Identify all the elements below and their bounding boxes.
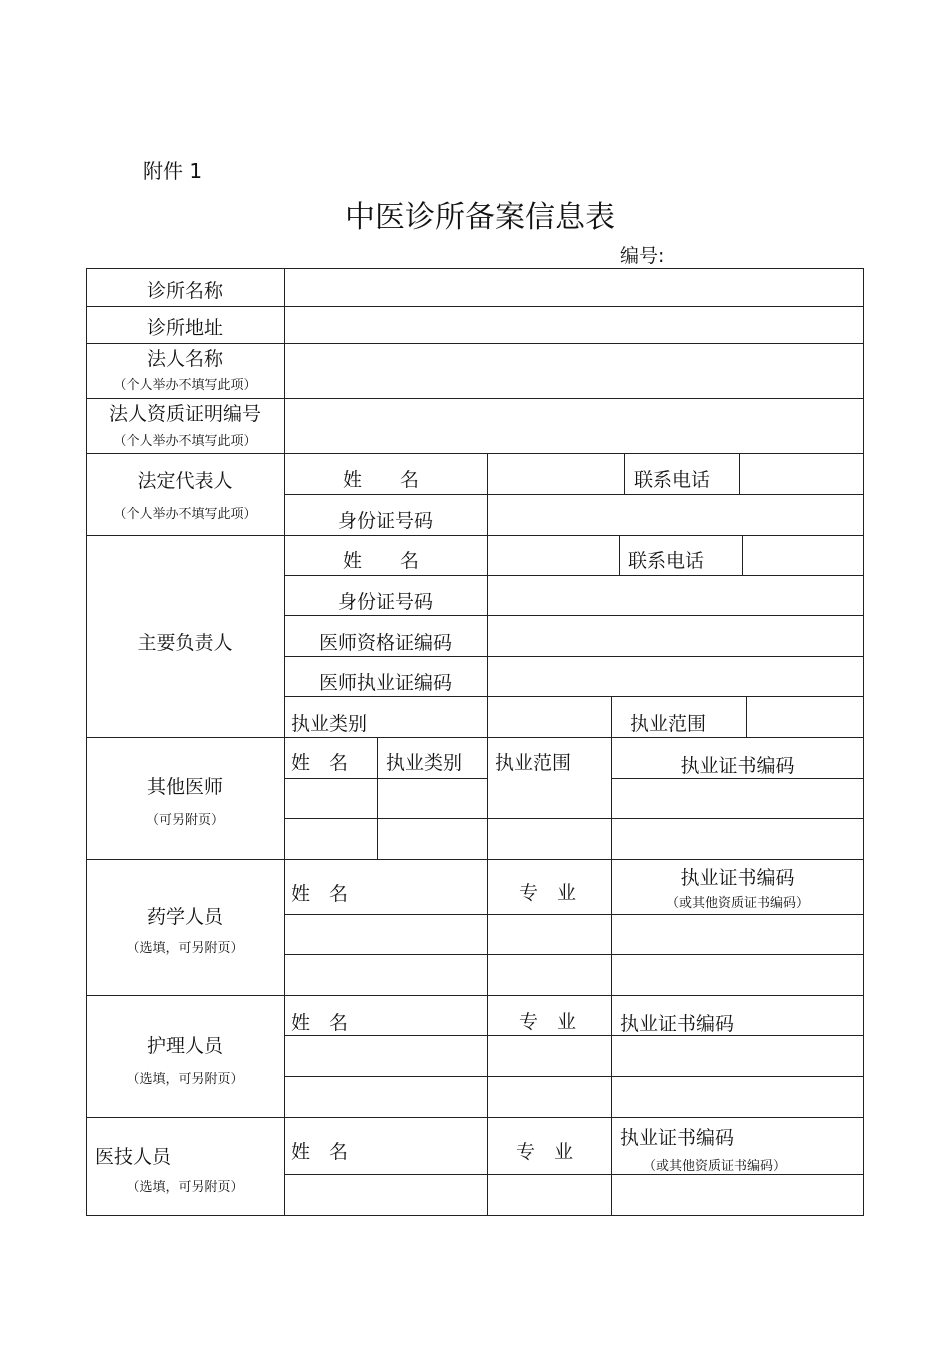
row-line [86,535,864,536]
row-line [86,737,864,738]
row-line [284,1035,864,1036]
legal-qualification-label: 法人资质证明编号 [108,403,261,425]
main-name-label: 姓 名 [343,550,420,572]
serial-number-label: 编号: [620,245,665,267]
row-line [284,778,487,779]
col-line [487,453,488,737]
od-cert-header: 执业证书编码 [680,755,795,777]
nu-cert-header: 执业证书编码 [620,1013,735,1035]
medtech-note: （选填，可另附页） [126,1180,244,1195]
row-line [284,818,864,819]
main-practice-cert-label: 医师执业证编码 [318,672,452,694]
col-line [377,737,378,859]
legal-person-name-note: （个人举办不填写此项） [113,378,257,393]
nu-name-header: 姓 名 [291,1012,349,1034]
col-line [742,535,743,575]
col-line [624,453,625,494]
ph-cert-note: （或其他资质证书编码） [665,896,809,911]
ph-name-header: 姓 名 [291,883,349,905]
page-title: 中医诊所备案信息表 [345,200,615,235]
col-line [611,737,612,1216]
other-doctors-label: 其他医师 [146,776,223,798]
col-line [487,737,488,1216]
pharmacy-note: （选填，可另附页） [126,941,244,956]
main-scope-label: 执业范围 [630,713,707,735]
main-person-label: 主要负责人 [137,632,233,654]
other-doctors-note: （可另附页） [145,813,224,828]
rep-id-label: 身份证号码 [337,510,433,532]
col-line [611,696,612,737]
col-line [619,535,620,575]
main-qual-cert-label: 医师资格证编码 [318,632,452,654]
legal-rep-label: 法定代表人 [137,470,233,492]
nursing-label: 护理人员 [146,1035,223,1057]
row-line [284,494,864,495]
rep-name-label: 姓 名 [343,469,420,491]
mt-cert-header: 执业证书编码 [620,1127,735,1149]
row-line [284,954,864,955]
col-line [746,696,747,737]
row-line [611,778,864,779]
table-border-top [86,268,864,269]
row-line [284,656,864,657]
row-line [284,575,864,576]
legal-person-name-label: 法人名称 [146,348,223,370]
mt-major-header: 专 业 [516,1141,574,1163]
clinic-address-label: 诊所地址 [146,317,223,339]
table-border-right [863,268,864,1216]
main-category-label: 执业类别 [291,713,368,735]
clinic-name-label: 诊所名称 [146,280,223,302]
nursing-note: （选填，可另附页） [126,1072,244,1087]
row-line [284,615,864,616]
main-phone-label: 联系电话 [628,550,705,572]
row-line [86,995,864,996]
od-category-header: 执业类别 [386,752,463,774]
mt-name-header: 姓 名 [291,1141,349,1163]
ph-major-header: 专 业 [519,882,577,904]
mt-cert-note: （或其他资质证书编码） [643,1159,787,1174]
row-line [86,859,864,860]
row-line [86,1117,864,1118]
row-line [284,914,864,915]
rep-phone-label: 联系电话 [634,469,711,491]
legal-qualification-note: （个人举办不填写此项） [113,434,257,449]
pharmacy-label: 药学人员 [146,906,223,928]
medtech-label: 医技人员 [95,1146,172,1168]
od-scope-header: 执业范围 [495,752,572,774]
attachment-label: 附件 1 [143,159,203,183]
nu-major-header: 专 业 [519,1011,577,1033]
ph-cert-header: 执业证书编码 [680,867,795,889]
row-line [284,1076,864,1077]
legal-rep-note: （个人举办不填写此项） [113,507,257,522]
od-name-header: 姓 名 [291,752,349,774]
table-border-bottom [86,1215,864,1216]
row-line [284,696,864,697]
label-column-divider [284,268,285,1216]
row-line [86,453,864,454]
col-line [739,453,740,494]
row-line [86,306,864,307]
row-line [284,1174,864,1175]
main-id-label: 身份证号码 [337,591,433,613]
